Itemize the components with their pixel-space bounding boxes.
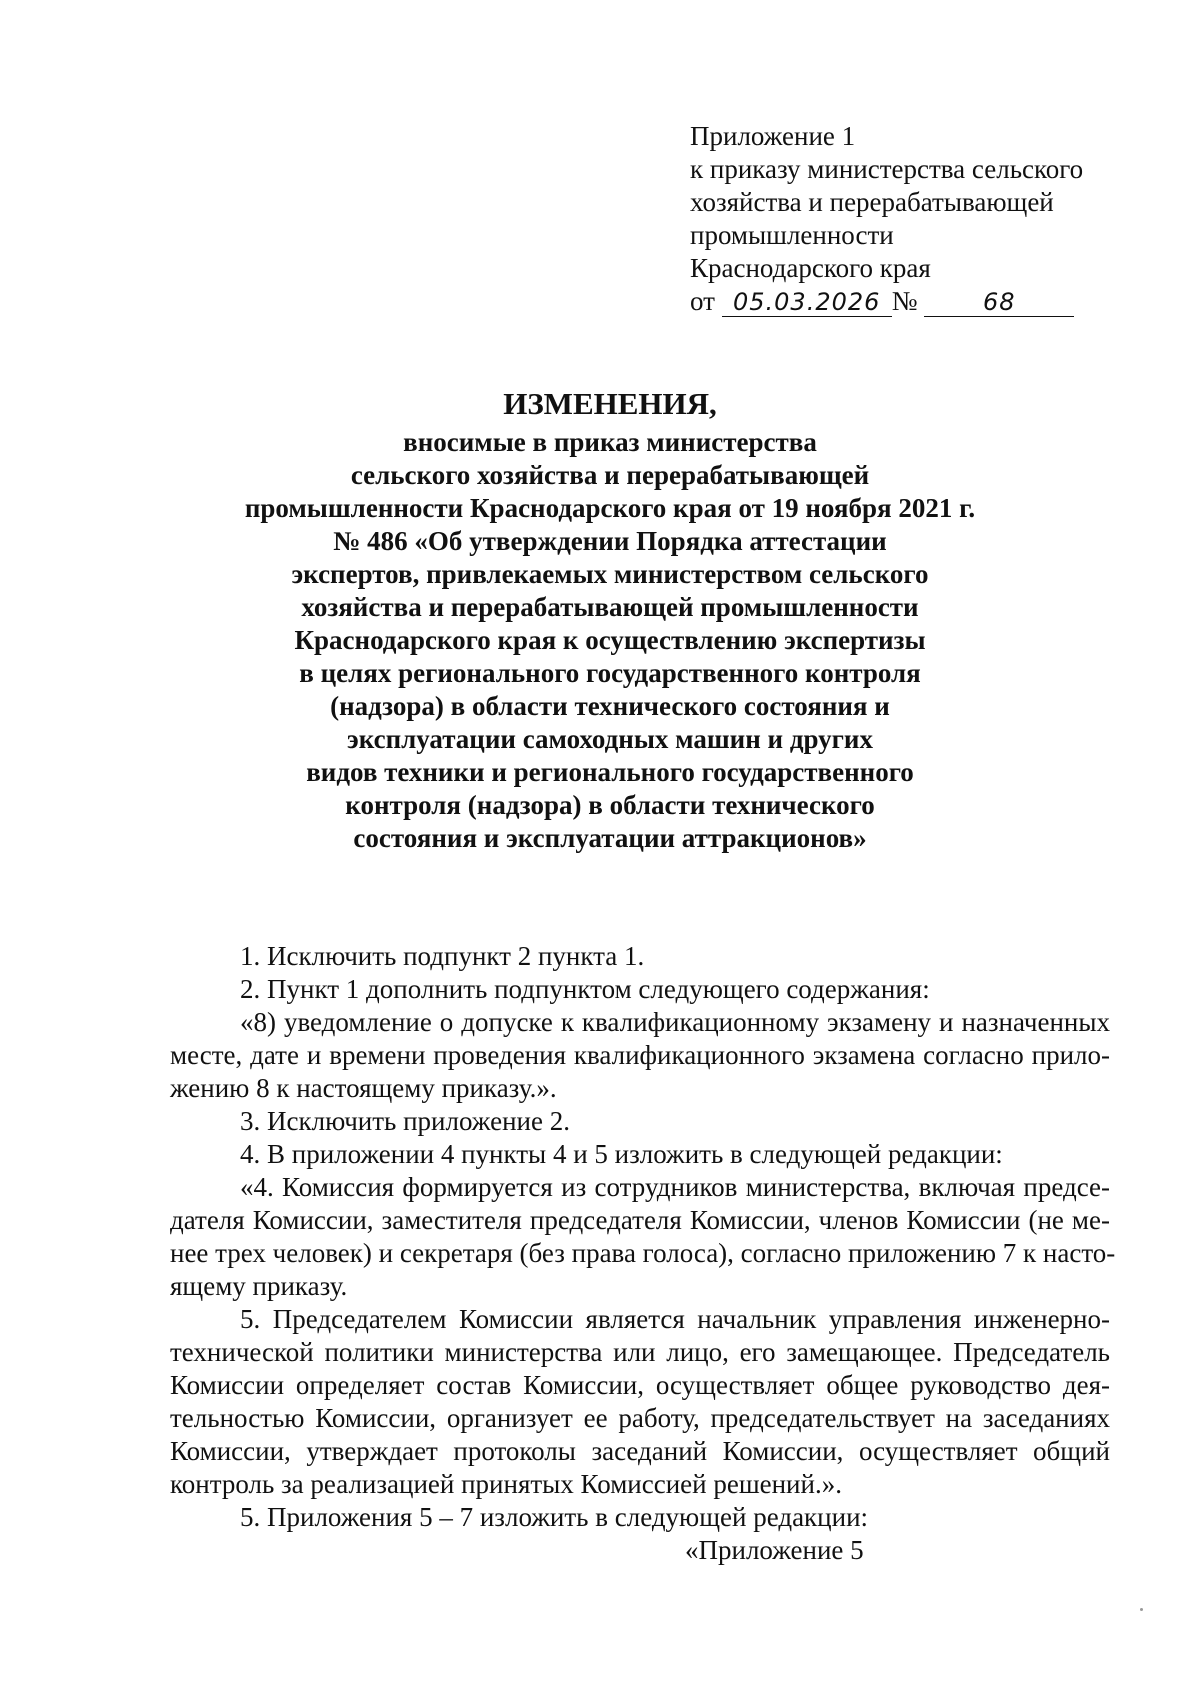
appendix-line: промышленности (690, 220, 894, 250)
appendix-5-heading: «Приложение 5 (685, 1535, 864, 1565)
title-line: в целях регионального государственного контроля (299, 658, 921, 688)
paragraph-3-line: жению 8 к настоящему приказу.». (170, 1073, 557, 1103)
paragraph-7-line: Комиссии определяет состав Комиссии, осуществляет общее руководство дея- (170, 1370, 1110, 1400)
appendix-line: хозяйства и перерабатывающей (690, 187, 1054, 217)
paragraph-7-line: тельностью Комиссии, организует ее работу, председательствует на заседаниях (170, 1403, 1110, 1433)
title-line: видов техники и регионального государственного (306, 757, 914, 787)
paragraph-8: 5. Приложения 5 – 7 изложить в следующей редакции: (240, 1502, 869, 1532)
title-line: (надзора) в области технического состояния и (330, 691, 890, 721)
title-line: Краснодарского края к осуществлению экспертизы (294, 625, 926, 655)
paragraph-4: 3. Исключить приложение 2. (240, 1106, 570, 1136)
title-line: состояния и эксплуатации аттракционов» (353, 823, 867, 853)
order-date-line (690, 285, 1160, 318)
title-line: вносимые в приказ министерства (403, 427, 817, 457)
title-heading: ИЗМЕНЕНИЯ, (503, 386, 717, 421)
handwritten-number: 68 (924, 288, 1074, 317)
title-line: контроля (надзора) в области технического (345, 790, 875, 820)
handwritten-date: 05.03.2026 (722, 288, 892, 317)
appendix-line: к приказу министерства сельского (690, 154, 1084, 184)
title-line: эксплуатации самоходных машин и других (347, 724, 873, 754)
paragraph-7-line: контроль за реализацией принятых Комиссией решений.». (170, 1469, 842, 1499)
paragraph-7-line: технической политики министерства или лицо, его замещающее. Председатель (170, 1337, 1110, 1367)
paragraph-7-line: Комиссии, утверждает протоколы заседаний Комиссии, осуществляет общий (170, 1436, 1110, 1466)
paragraph-6-line: дателя Комиссии, заместителя председателя Комиссии, членов Комиссии (не ме- (170, 1205, 1110, 1235)
paragraph-3-line: месте, дате и времени проведения квалификационного экзамена согласно прило- (170, 1040, 1110, 1070)
paragraph-7-line: 5. Председателем Комиссии является начальник управления инженерно- (240, 1304, 1110, 1334)
title-line: сельского хозяйства и перерабатывающей (350, 460, 870, 490)
paragraph-6-line: ящему приказу. (170, 1271, 348, 1301)
title-line: промышленности Краснодарского края от 19 ноября 2021 г. (244, 493, 976, 523)
title-line: хозяйства и перерабатывающей промышленности (301, 592, 919, 622)
appendix-line: Краснодарского края (690, 253, 931, 283)
document-title (200, 385, 1020, 855)
scan-speck (1140, 1608, 1143, 1611)
appendix-line: Приложение 1 (690, 121, 856, 151)
paragraph-6-line: «4. Комиссия формируется из сотрудников министерства, включая предсе- (240, 1172, 1110, 1202)
paragraph-3-line: «8) уведомление о допуске к квалификационному экзамену и назначенных (240, 1007, 1110, 1037)
date-prefix: от (690, 286, 715, 316)
document-body (170, 940, 1116, 1567)
number-label: № (891, 286, 918, 316)
title-line: № 486 «Об утверждении Порядка аттестации (333, 526, 887, 556)
title-line: экспертов, привлекаемых министерством сельского (291, 559, 929, 589)
paragraph-2: 2. Пункт 1 дополнить подпунктом следующего содержания: (240, 974, 930, 1004)
appendix-header (690, 120, 1160, 318)
paragraph-6-line: нее трех человек) и секретаря (без права голоса), согласно приложению 7 к насто- (170, 1238, 1116, 1268)
paragraph-5: 4. В приложении 4 пункты 4 и 5 изложить в следующей редакции: (240, 1139, 1003, 1169)
paragraph-1: 1. Исключить подпункт 2 пункта 1. (240, 941, 645, 971)
